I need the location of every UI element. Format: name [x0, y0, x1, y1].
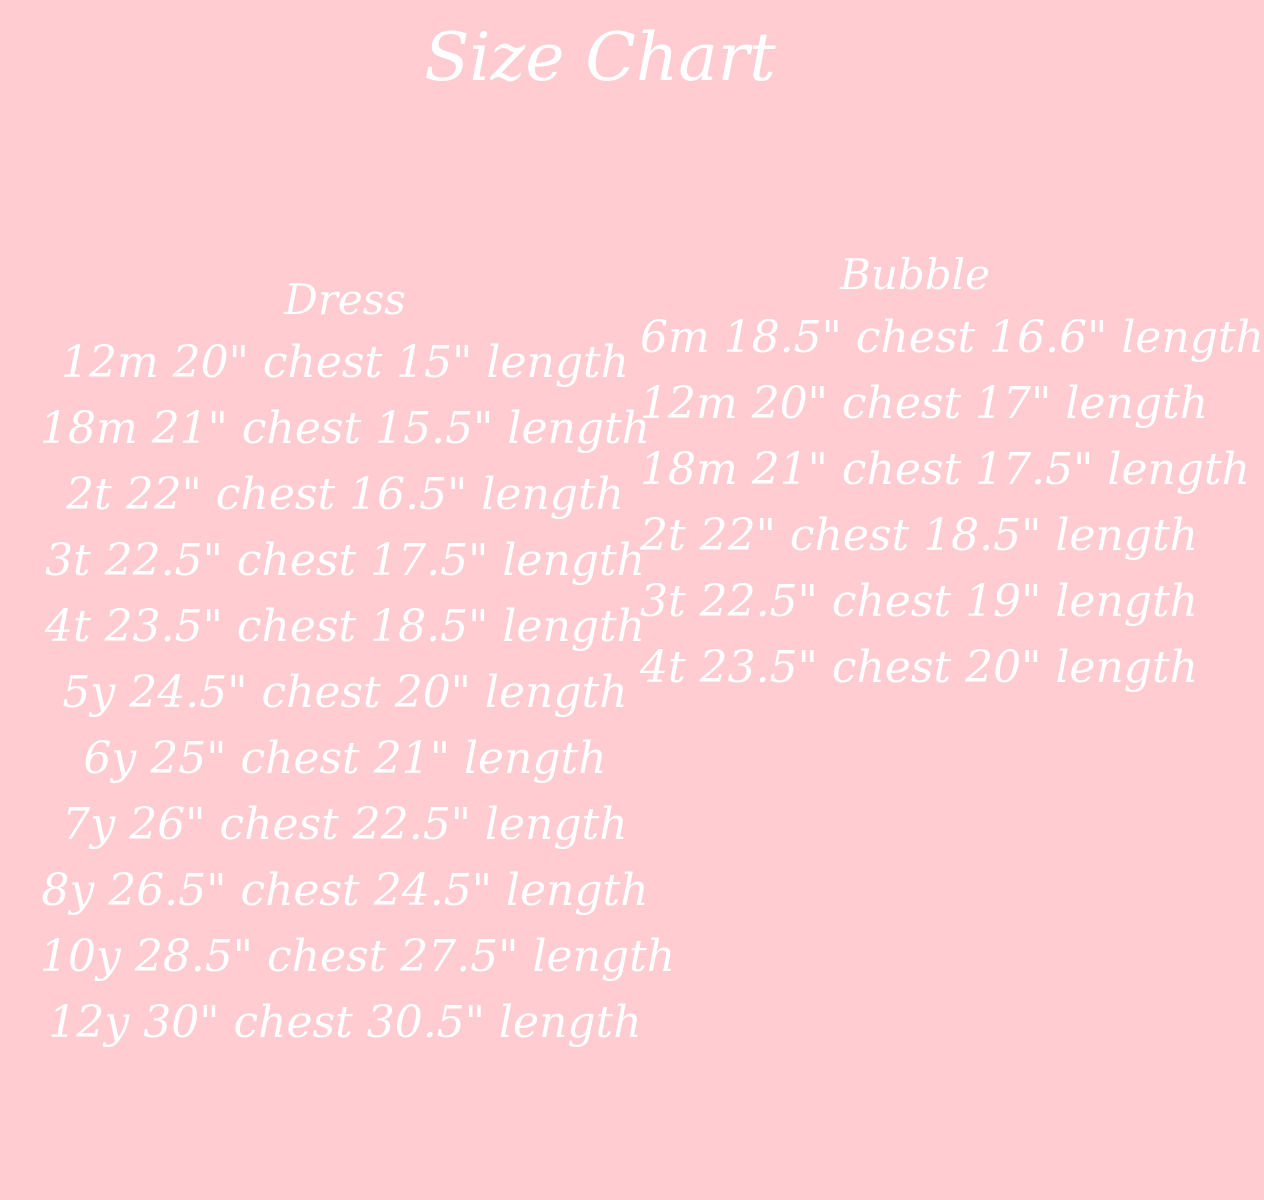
dress-size-row: 12m 20" chest 15" length: [60, 337, 630, 388]
bubble-size-row: 2t 22" chest 18.5" length: [640, 510, 1198, 561]
dress-size-row: 3t 22.5" chest 17.5" length: [45, 535, 645, 586]
dress-size-row: 7y 26" chest 22.5" length: [62, 799, 628, 850]
page-title: Size Chart: [424, 19, 776, 96]
dress-size-row: 12y 30" chest 30.5" length: [48, 997, 642, 1048]
dress-size-row: 4t 23.5" chest 18.5" length: [45, 601, 645, 652]
dress-size-row: 18m 21" chest 15.5" length: [40, 403, 651, 454]
dress-size-row: 2t 22" chest 16.5" length: [66, 469, 624, 520]
bubble-size-row: 6m 18.5" chest 16.6" length: [640, 312, 1264, 363]
dress-size-row: 5y 24.5" chest 20" length: [62, 667, 628, 718]
dress-size-list: [40, 270, 676, 1056]
bubble-size-row: 18m 21" chest 17.5" length: [640, 444, 1251, 495]
bubble-size-row: 4t 23.5" chest 20" length: [640, 642, 1198, 693]
dress-size-row: 6y 25" chest 21" length: [83, 733, 607, 784]
bubble-heading: Bubble: [840, 250, 990, 299]
bubble-size-row: 3t 22.5" chest 19" length: [640, 576, 1198, 627]
bubble-size-row: 12m 20" chest 17" length: [640, 378, 1209, 429]
dress-heading: Dress: [284, 275, 406, 324]
dress-size-row: 10y 28.5" chest 27.5" length: [40, 931, 676, 982]
dress-size-row: 8y 26.5" chest 24.5" length: [41, 865, 649, 916]
bubble-size-list: [640, 245, 1264, 701]
